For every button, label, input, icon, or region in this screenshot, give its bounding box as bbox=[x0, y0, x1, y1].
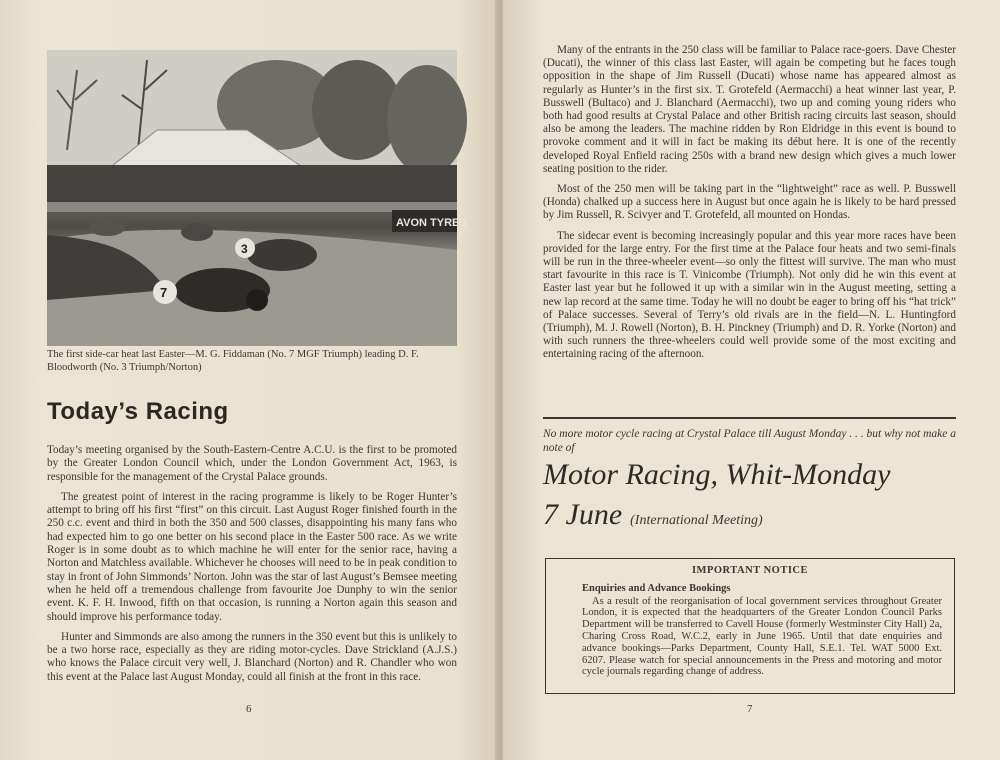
photo-illustration bbox=[47, 50, 467, 346]
article-body-right bbox=[543, 44, 956, 369]
notice-body: As a result of the reorganisation of local government services throughout Greater London, it is expected that the headquarters of the Greater London Council Parks Department will be transferred to Cavell House (formerly Westminster City Hall) 2a, Charing Cross Road, W.C.2, early in June 1965. Until that date enquiries and advance bookings—Parks Department, County Hall, S.E.1. Tel. WAT 5000 Ext. 6207. Please watch for special announcements in the Press and motoring and motor cycle journals regarding change of address. bbox=[582, 595, 942, 678]
section-divider bbox=[543, 417, 956, 419]
article-paragraph: Many of the entrants in the 250 class will be familiar to Palace race-goers. Dave Chester (Ducati), the winner of this class last Easter, will again be competing but he faces tough opposition in the shape of Jim Russell (Ducati) whose name has appeared almost as regularly as Hunter’s in the first six. T. Grotefeld (Aermacchi) a heat winner last year, P. Busswell (Bultaco) and J. Blanchard (Aermacchi), two up and coming young riders who both had good results at Crystal Palace and other British racing circuits last season, should also be among the leaders. The machine ridden by Ron Eldridge in this event is bound to provoke comment and it will in fact be making its début here. It is one of the recently developed Royal Enfield racing 250s with a brand new design which gives a much lower seating position to the rider. bbox=[543, 44, 956, 175]
racer-7-number: 7 bbox=[160, 285, 168, 300]
promo-lead-text: No more motor cycle racing at Crystal Palace till August Monday . . . but why not make a note of bbox=[543, 428, 956, 454]
right-page bbox=[503, 0, 1000, 760]
page-title: Today’s Racing bbox=[47, 398, 229, 425]
left-page bbox=[0, 0, 497, 760]
promo-subtitle: (International Meeting) bbox=[630, 513, 763, 528]
photo-banner-text: AVON TYRES bbox=[396, 217, 467, 229]
article-paragraph: Hunter and Simmonds are also among the runners in the 350 event but this is unlikely to be a two horse race, especially as they are riding motor-cycles. Dave Strickland (A.J.S.) who knows the Palace circuit very well, J. Blanchard (Norton) and R. Chandler who won this event at the Palace last August Monday, could all finish at the front in this race. bbox=[47, 630, 457, 683]
sidecar-race-photo bbox=[47, 50, 467, 346]
promo-headline: Motor Racing, Whit-Monday bbox=[543, 458, 891, 491]
article-paragraph: Most of the 250 men will be taking part in the “lightweight” race as well. P. Busswell (Honda) chalked up a success here in August but once again he is likely to be hard pressed by Jim Russell, R. Scivyer and T. Grotefeld, all mounted on Hondas. bbox=[543, 183, 956, 222]
page-number-right: 7 bbox=[747, 703, 753, 715]
page-number-left: 6 bbox=[246, 703, 252, 715]
article-body-left bbox=[47, 444, 457, 691]
promo-date: 7 June bbox=[543, 498, 623, 531]
article-paragraph: Today’s meeting organised by the South-Eastern-Centre A.C.U. is the first to be promoted by the Greater London Council which, under the London Government Act, 1963, is responsible for the management of the Crystal Palace grounds. bbox=[47, 444, 457, 483]
article-paragraph: The greatest point of interest in the racing programme is likely to be Roger Hunter’s attempt to bring off his first “first” on this circuit. Last August Roger finished fourth in the 250 c.c. event and third in both the 350 and 500 classes, disappointing his many fans who had expected him to go one better on his second place in the Easter 500 race. As we write Roger is in some doubt as to which machine he will enter for the senior race, having a Norton and Matchless available. Whichever he chooses will need to be in peak condition to stay in front of John Simmonds’ Norton. John was the star of last August’s Bemsee meeting when he held off a tremendous challenge from favourite Joe Dunphy to win the senior event. K. F. H. Inwood, fifth on that occasion, is running a Norton again this season and should improve his performance today. bbox=[47, 490, 457, 623]
racer-3-number: 3 bbox=[241, 242, 248, 256]
notice-title: IMPORTANT NOTICE bbox=[691, 565, 809, 576]
promo-date-line bbox=[543, 498, 763, 532]
notice-subtitle: Enquiries and Advance Bookings bbox=[582, 582, 731, 594]
photo-caption: The first side-car heat last Easter—M. G. Fiddaman (No. 7 MGF Triumph) leading D. F. Bloodworth (No. 3 Triumph/Norton) bbox=[47, 349, 419, 373]
article-paragraph: The sidecar event is becoming increasingly popular and this year more races have been provided for the large entry. For the first time at the Palace four heats and two semi-finals will be run in the three-wheeler event—so only the fittest will survive. The man who must start favourite in this race is T. Vinicombe (Triumph). Not only did he win this event at Easter last year but he followed it up with a similar win in the August meeting, setting a new lap record at the same time. Today he will no doubt be eager to bring off his “hat trick” of Palace successes. Several of Terry’s old rivals are in the field—N. L. Huntingford (Triumph), M. J. Rowell (Norton), B. H. Pinckney (Triumph) and D. R. Yorke (Norton) and with such runners the three-wheelers could well provide some of the most exciting and entertaining racing of the afternoon. bbox=[543, 229, 956, 361]
important-notice-box bbox=[545, 558, 955, 694]
